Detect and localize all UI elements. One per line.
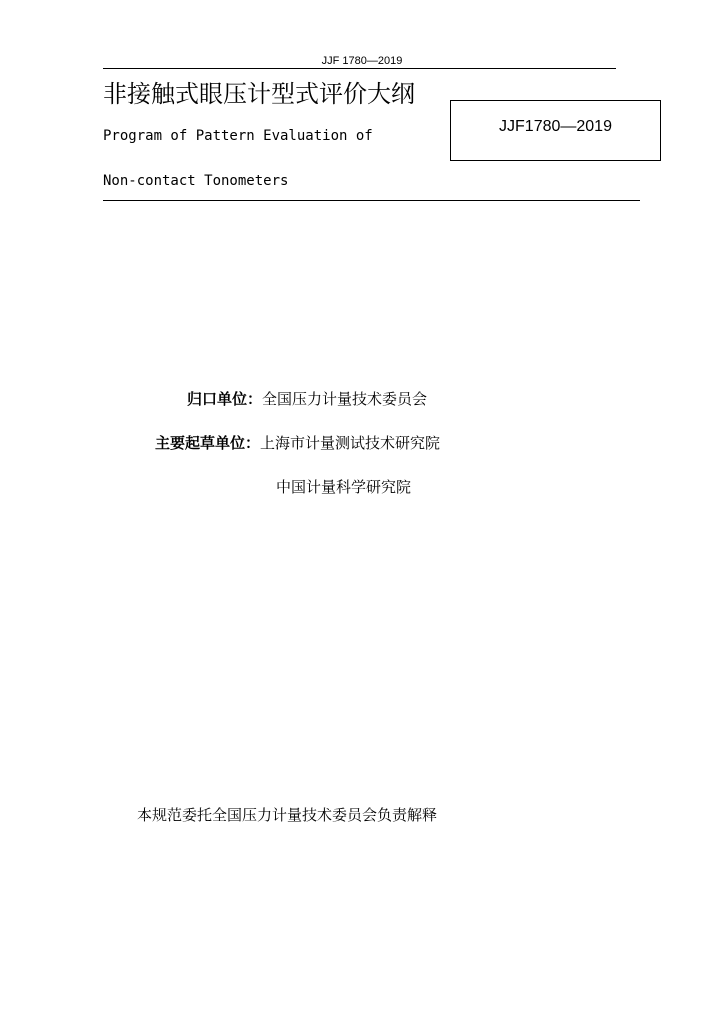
responsible-unit-label: 归口单位：	[187, 390, 263, 408]
standard-code: JJF1780—2019	[499, 118, 612, 135]
header-rule	[103, 68, 616, 69]
standard-code-box	[450, 100, 661, 161]
responsible-unit-value: 全国压力计量技术委员会	[262, 390, 428, 408]
running-header: JJF 1780—2019	[321, 55, 403, 67]
document-title-english-line-2: Non-contact Tonometers	[103, 173, 289, 189]
interpretation-note: 本规范委托全国压力计量技术委员会负责解释	[137, 806, 438, 824]
document-title-chinese: 非接触式眼压计型式评价大纲	[103, 80, 415, 108]
drafting-unit-line	[155, 433, 440, 453]
drafting-unit-value-2: 中国计量科学研究院	[276, 478, 412, 496]
drafting-unit-label: 主要起草单位：	[155, 434, 261, 452]
document-title-english-line-1: Program of Pattern Evaluation of	[103, 128, 373, 144]
drafting-unit-value-1: 上海市计量测试技术研究院	[260, 434, 441, 452]
responsible-unit-line	[187, 389, 427, 409]
title-rule	[103, 200, 640, 201]
